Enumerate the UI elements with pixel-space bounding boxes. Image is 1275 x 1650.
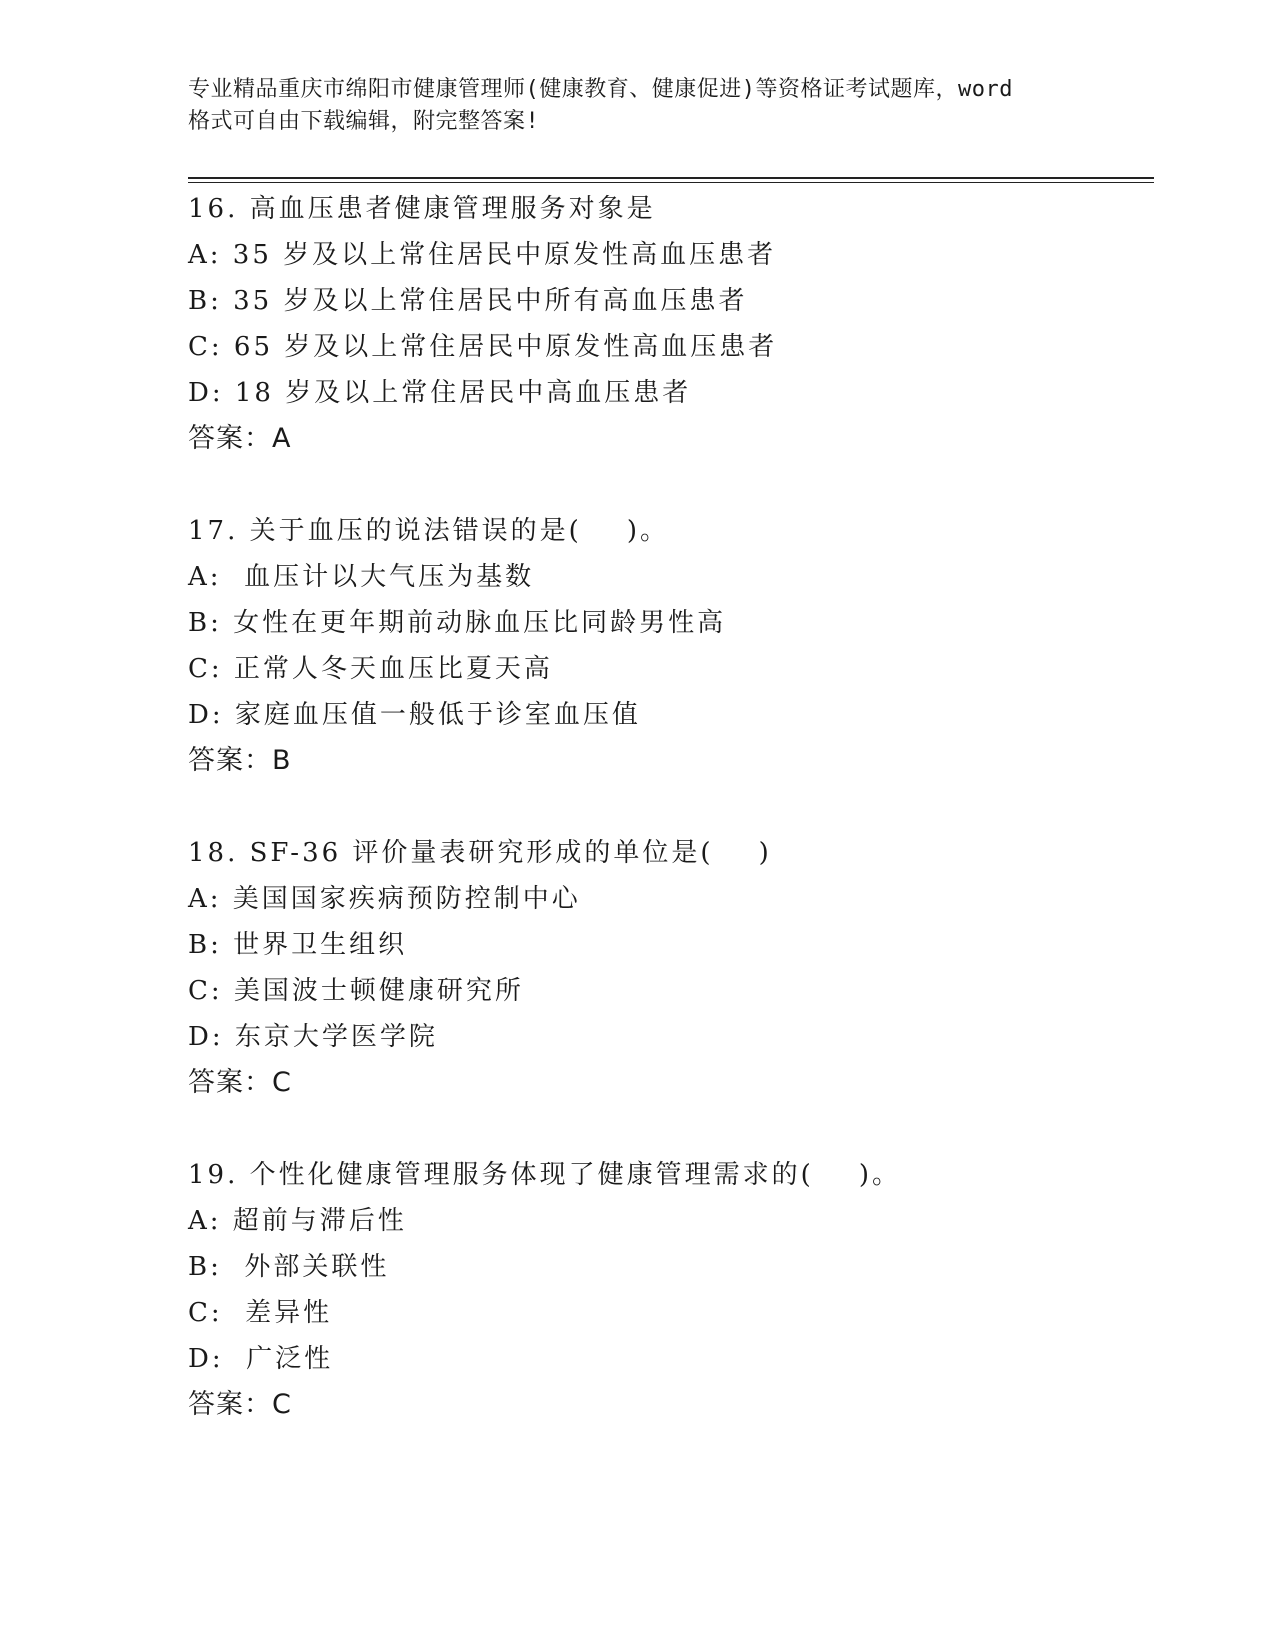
answer: 答案：A — [188, 423, 292, 454]
answer: 答案：B — [188, 745, 292, 776]
option-a: A: 超前与滞后性 — [188, 1206, 407, 1236]
question-18 — [188, 830, 1148, 1106]
option-c: C: 美国波士顿健康研究所 — [188, 976, 524, 1006]
question-16 — [188, 186, 1148, 462]
question-19 — [188, 1152, 1148, 1428]
option-c: C: 65 岁及以上常住居民中原发性高血压患者 — [188, 332, 778, 362]
header-line-1: 专业精品重庆市绵阳市健康管理师(健康教育、健康促进)等资格证考试题库，word — [188, 77, 1013, 102]
question-list — [188, 186, 1148, 1474]
option-b: B: 35 岁及以上常住居民中所有高血压患者 — [188, 286, 748, 316]
option-a: A: 血压计以大气压为基数 — [188, 562, 535, 592]
option-b: B: 世界卫生组织 — [188, 930, 408, 960]
option-b: B: 外部关联性 — [188, 1252, 390, 1282]
question-stem: 17. 关于血压的说法错误的是( )。 — [188, 516, 669, 546]
option-a: A: 美国国家疾病预防控制中心 — [188, 884, 581, 914]
option-c: C: 正常人冬天血压比夏天高 — [188, 654, 553, 684]
question-stem: 18. SF-36 评价量表研究形成的单位是( ) — [188, 838, 772, 868]
option-d: D: 广泛性 — [188, 1344, 334, 1374]
option-d: D: 18 岁及以上常住居民中高血压患者 — [188, 378, 692, 408]
question-17 — [188, 508, 1148, 784]
question-stem: 19. 个性化健康管理服务体现了健康管理需求的( )。 — [188, 1160, 901, 1190]
header-divider-thin — [188, 182, 1154, 183]
option-c: C: 差异性 — [188, 1298, 333, 1328]
option-a: A: 35 岁及以上常住居民中原发性高血压患者 — [188, 240, 777, 270]
document-header — [188, 74, 1088, 138]
option-d: D: 家庭血压值一般低于诊室血压值 — [188, 700, 641, 730]
option-b: B: 女性在更年期前动脉血压比同龄男性高 — [188, 608, 727, 638]
header-line-2: 格式可自由下载编辑，附完整答案! — [188, 109, 540, 134]
option-d: D: 东京大学医学院 — [188, 1022, 438, 1052]
answer: 答案：C — [188, 1067, 292, 1098]
answer: 答案：C — [188, 1389, 292, 1420]
header-divider-thick — [188, 177, 1154, 179]
question-stem: 16. 高血压患者健康管理服务对象是 — [188, 194, 656, 224]
